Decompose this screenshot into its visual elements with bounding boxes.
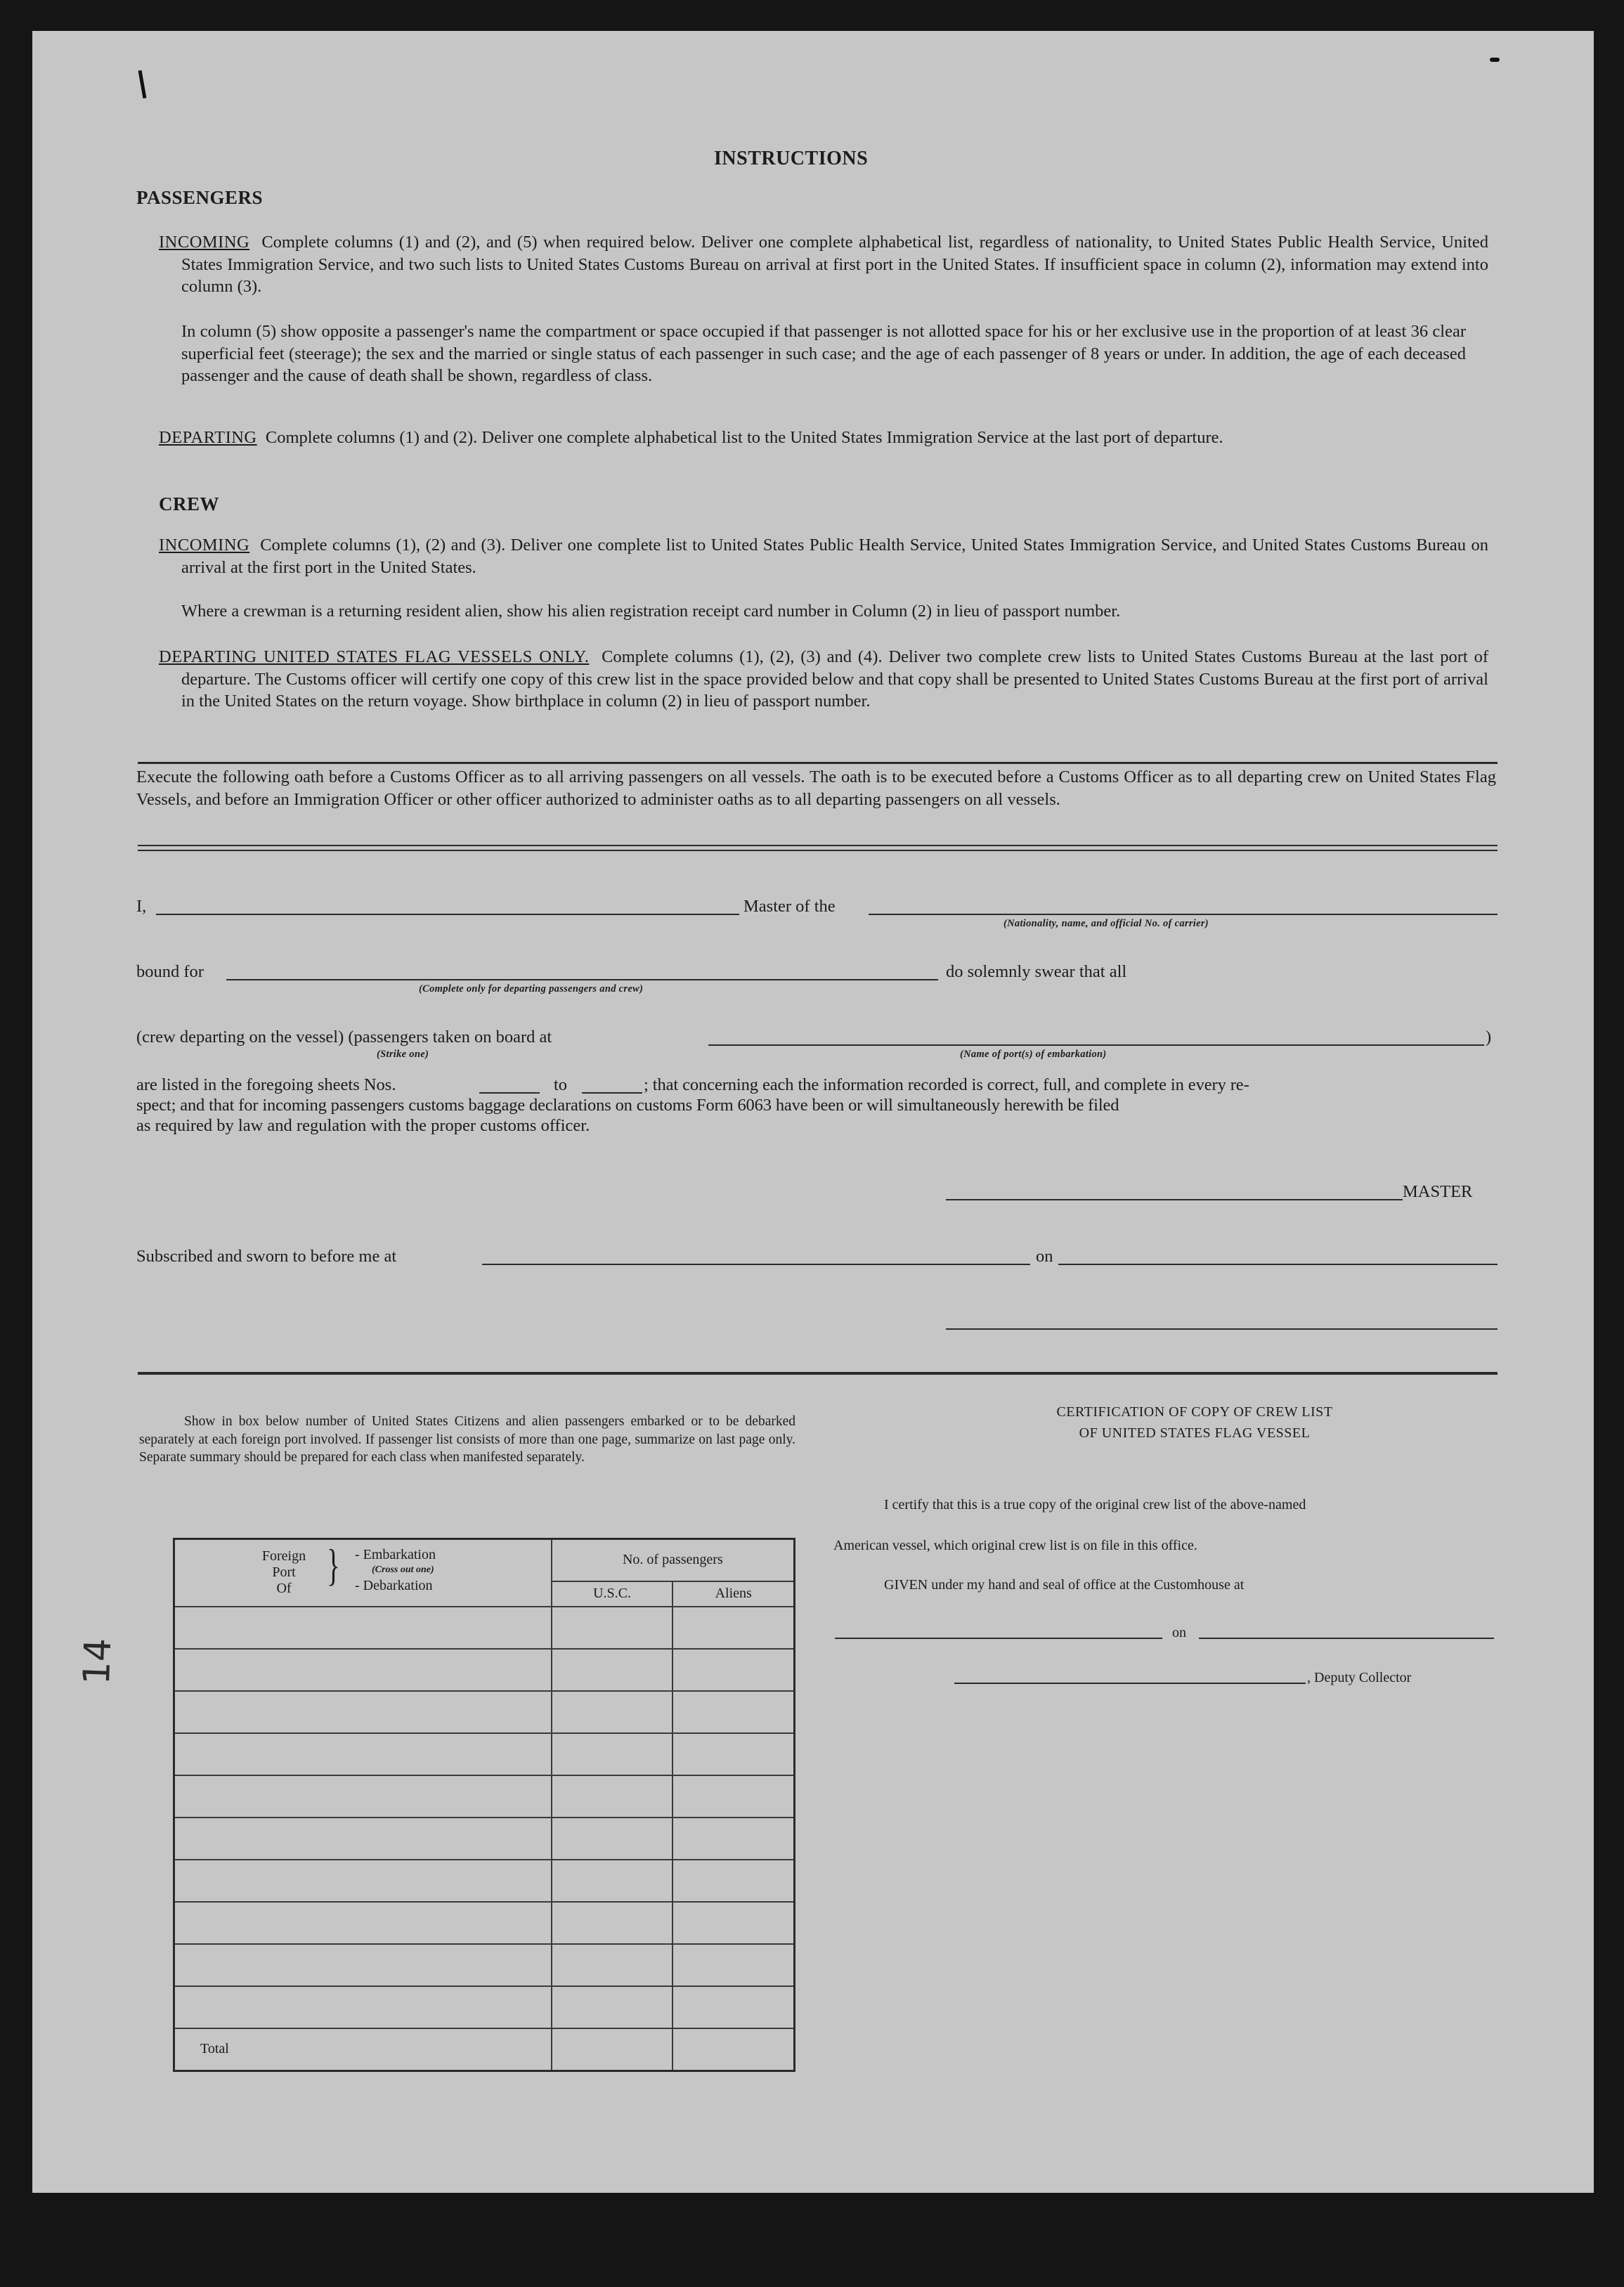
subscribed-date-field[interactable]: [1058, 1264, 1498, 1265]
passengers-incoming-label: INCOMING: [159, 233, 250, 252]
usc-cell[interactable]: [552, 1944, 673, 1986]
crew-incoming-instruction: [159, 534, 1488, 578]
form-sheet: [32, 31, 1594, 2193]
scan-mark: [1490, 58, 1500, 62]
aliens-cell[interactable]: [673, 1860, 794, 1902]
crew-heading: CREW: [159, 493, 220, 514]
oath-double-rule: [138, 845, 1498, 851]
usc-cell[interactable]: [552, 1818, 673, 1860]
aliens-cell[interactable]: [673, 1775, 794, 1818]
debarkation-label: - Debarkation: [355, 1578, 433, 1593]
subscribed-on-label: on: [1036, 1247, 1053, 1266]
carrier-note: (Nationality, name, and official No. of carrier): [1003, 918, 1209, 929]
oath-intro: Execute the following oath before a Customs Officer as to all arriving passengers on all vessels. The oath is to be executed before a Customs Officer as to all departing crew on United States Flag Vessels, and before an Immigration Officer or other officer authorized to administer oaths as to all departing passengers on all vessels.: [136, 767, 1496, 809]
passengers-incoming-instruction: [159, 231, 1488, 298]
certify-line-2: American vessel, which original crew list is on file in this office.: [833, 1538, 1197, 1553]
usc-cell[interactable]: [552, 1902, 673, 1944]
table-row: [174, 1775, 795, 1818]
usc-cell[interactable]: [552, 1607, 673, 1649]
deputy-signature-field[interactable]: [954, 1683, 1306, 1684]
crew-incoming-text: Complete columns (1), (2) and (3). Deliver one complete list to United States Public Health Service, United States Immigration Service, and United States Customs Bureau on arrival at the first port in the United States.: [181, 536, 1489, 577]
aliens-cell[interactable]: [673, 1607, 794, 1649]
crew-departing-text: Complete columns (1), (2), (3) and (4). Deliver two complete crew lists to United States Customs Bureau at the last port of departure. The Customs officer will certify one copy of this crew list in the space provided below and that copy shall be presented to United States Customs Bureau at the first port of arrival in the United States on the return voyage. Show birthplace in column (2) in lieu of passport number.: [181, 647, 1488, 711]
port-header-of: Of: [276, 1581, 292, 1596]
port-header-cell: [174, 1539, 552, 1607]
total-row: [174, 2028, 795, 2071]
sheets-post-text: ; that concerning each the information recorded is correct, full, and complete in every re-: [644, 1075, 1249, 1094]
certification-title-1: CERTIFICATION OF COPY OF CREW LIST: [1056, 1404, 1333, 1420]
usc-cell[interactable]: [552, 1733, 673, 1775]
table-row: [174, 1860, 795, 1902]
aliens-cell[interactable]: [673, 1649, 794, 1691]
sheets-pre-text: are listed in the foregoing sheets Nos.: [136, 1075, 396, 1094]
port-header-foreign: Foreign: [261, 1548, 306, 1564]
aliens-cell[interactable]: [673, 1691, 794, 1733]
swear-text: do solemnly swear that all: [946, 962, 1127, 981]
table-row: [174, 1691, 795, 1733]
aliens-cell[interactable]: [673, 1902, 794, 1944]
sheet-from-field[interactable]: [479, 1092, 540, 1094]
port-cell[interactable]: [174, 1649, 552, 1691]
crew-departing-clause: (crew departing on the vessel) (passengers taken on board at: [136, 1028, 552, 1047]
table-row: [174, 1649, 795, 1691]
port-cell[interactable]: [174, 1902, 552, 1944]
scan-mark: [138, 70, 147, 98]
bound-for-label: bound for: [136, 962, 204, 981]
ports-note: (Name of port(s) of embarkation): [960, 1049, 1107, 1060]
passengers-departing-label: DEPARTING: [159, 428, 257, 447]
ports-field[interactable]: [708, 1044, 1484, 1046]
subscribed-label: Subscribed and sworn to before me at: [136, 1247, 397, 1266]
port-cell[interactable]: [174, 1775, 552, 1818]
cert-date-field[interactable]: [1199, 1638, 1494, 1639]
crew-departing-label: DEPARTING UNITED STATES FLAG VESSELS ONLY.: [159, 647, 590, 666]
customhouse-field[interactable]: [835, 1638, 1162, 1639]
handwritten-sheet-number: 14: [75, 1637, 120, 1686]
brace-icon: }: [327, 1540, 340, 1590]
oath-i-label: I,: [136, 897, 147, 916]
passengers-departing-instruction: [159, 427, 1488, 449]
aliens-cell[interactable]: [673, 1818, 794, 1860]
certification-title-2: OF UNITED STATES FLAG VESSEL: [1079, 1425, 1311, 1441]
master-name-field[interactable]: [156, 914, 739, 915]
master-of-the-label: Master of the: [743, 897, 836, 916]
passenger-summary-table: [173, 1538, 795, 2072]
passengers-incoming-text: Complete columns (1) and (2), and (5) when required below. Deliver one complete alphabetical list, regardless of nationality, to United States Public Health Service, United States Immigration Service, and two such lists to United States Customs Bureau on arrival at first port in the United States. If insufficient space in column (2), information may extend into column (3).: [181, 233, 1489, 296]
aliens-cell[interactable]: [673, 1733, 794, 1775]
table-row: [174, 1986, 795, 2028]
aliens-header: Aliens: [673, 1581, 794, 1607]
total-label: Total: [174, 2028, 552, 2071]
passengers-departing-text: Complete columns (1) and (2). Deliver one complete alphabetical list to the United States Immigration Service at the last port of departure.: [265, 428, 1223, 447]
cert-on-label: on: [1172, 1625, 1186, 1640]
sheets-to-label: to: [554, 1075, 568, 1094]
master-signature-field[interactable]: [946, 1199, 1403, 1200]
aliens-cell[interactable]: [673, 1944, 794, 1986]
embarkation-label: - Embarkation: [355, 1547, 436, 1562]
sheets-line-3: as required by law and regulation with the proper customs officer.: [136, 1116, 590, 1135]
page-title: INSTRUCTIONS: [714, 148, 869, 169]
table-row: [174, 1607, 795, 1649]
master-label: MASTER: [1403, 1182, 1473, 1201]
port-cell[interactable]: [174, 1944, 552, 1986]
ports-close-paren: ): [1486, 1028, 1492, 1047]
deputy-collector-label: , Deputy Collector: [1307, 1670, 1412, 1685]
table-row: [174, 1902, 795, 1944]
crew-resident-instruction: Where a crewman is a returning resident alien, show his alien registration receipt card number in Column (2) in lieu of passport number.: [181, 602, 1121, 621]
port-cell[interactable]: [174, 1691, 552, 1733]
sheet-to-field[interactable]: [582, 1092, 642, 1094]
bound-for-note: (Complete only for departing passengers and crew): [419, 983, 644, 995]
passengers-heading: PASSENGERS: [136, 187, 264, 208]
summary-intro: Show in box below number of United States Citizens and alien passengers embarked or to be debarked separately at each foreign port involved. If passenger list consists of more than one page, summarize on last page only. Separate summary should be prepared for each class when manifested separately.: [139, 1414, 795, 1465]
certify-line-1: I certify that this is a true copy of the original crew list of the above-named: [884, 1497, 1306, 1512]
port-cell[interactable]: [174, 1860, 552, 1902]
lower-divider: [138, 1372, 1498, 1375]
port-cell[interactable]: [174, 1986, 552, 2028]
table-row: [174, 1733, 795, 1775]
aliens-cell[interactable]: [673, 1986, 794, 2028]
crew-incoming-label: INCOMING: [159, 536, 250, 555]
given-line: GIVEN under my hand and seal of office at the Customhouse at: [884, 1577, 1245, 1593]
usc-cell[interactable]: [552, 1775, 673, 1818]
bound-for-field[interactable]: [226, 979, 938, 980]
total-usc-cell[interactable]: [552, 2028, 673, 2071]
officer-signature-field[interactable]: [946, 1328, 1498, 1330]
cross-out-note: (Cross out one): [372, 1564, 434, 1575]
crew-departing-instruction: [159, 646, 1488, 713]
usc-cell[interactable]: [552, 1860, 673, 1902]
table-row: [174, 1944, 795, 1986]
sheets-line-2: spect; and that for incoming passengers customs baggage declarations on customs Form 6063 have been or will simultaneously herewith be filed: [136, 1096, 1119, 1115]
port-header-port: Port: [272, 1564, 296, 1580]
usc-cell[interactable]: [552, 1986, 673, 2028]
table-row: [174, 1818, 795, 1860]
strike-one-note: (Strike one): [377, 1049, 429, 1060]
section-divider: [138, 762, 1498, 764]
port-cell[interactable]: [174, 1607, 552, 1649]
usc-cell[interactable]: [552, 1691, 673, 1733]
total-aliens-cell[interactable]: [673, 2028, 794, 2071]
usc-cell[interactable]: [552, 1649, 673, 1691]
passengers-count-header: No. of passengers: [552, 1539, 795, 1581]
carrier-field[interactable]: [869, 914, 1498, 915]
subscribed-place-field[interactable]: [482, 1264, 1030, 1265]
usc-header: U.S.C.: [552, 1581, 673, 1607]
passengers-column5-instruction: In column (5) show opposite a passenger's name the compartment or space occupied if that passenger is not allotted space for his or her exclusive use in the proportion of at least 36 clear superficial feet (steerage); the sex and the married or single status of each passenger in such case; and the age of each passenger of 8 years or under. In addition, the age of each deceased passenger and the cause of death shall be shown, regardless of class.: [181, 322, 1466, 385]
port-cell[interactable]: [174, 1818, 552, 1860]
port-cell[interactable]: [174, 1733, 552, 1775]
